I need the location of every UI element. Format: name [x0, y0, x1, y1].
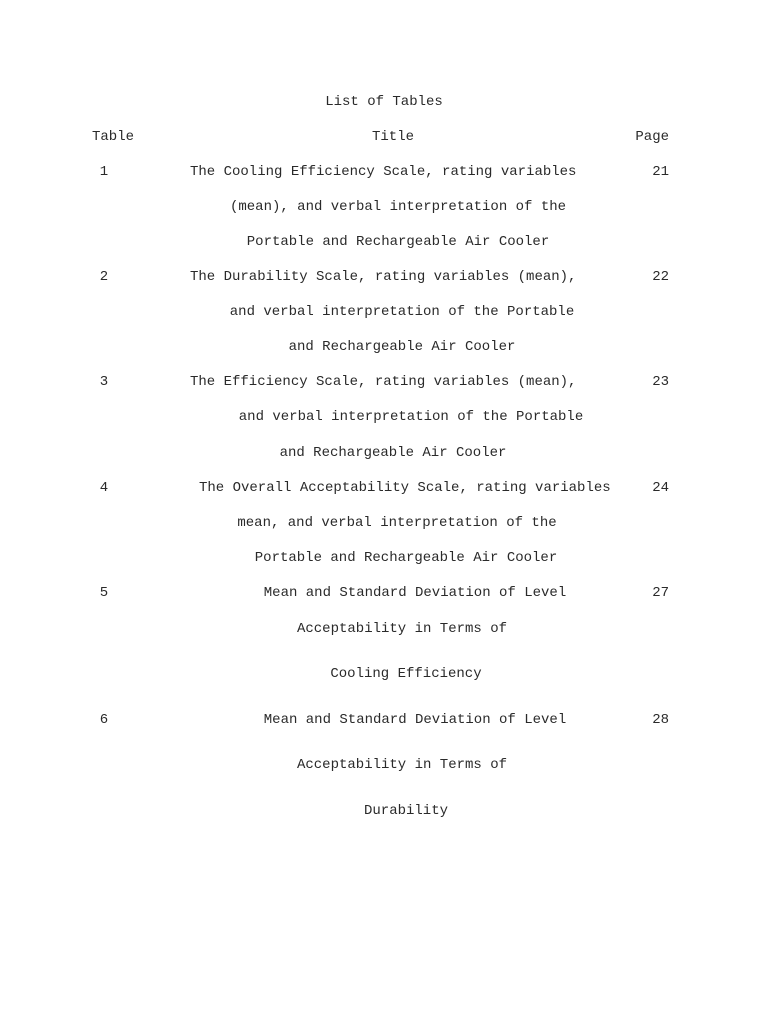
- entry-title-line: Cooling Efficiency: [330, 666, 482, 682]
- entry-title-line: The Efficiency Scale, rating variables (mean),: [190, 374, 577, 390]
- table-column-header: Table: [91, 129, 135, 145]
- entry-title-line: and Rechargeable Air Cooler: [288, 339, 516, 355]
- entry-title-line: and Rechargeable Air Cooler: [279, 445, 507, 461]
- page-column-header: Page: [635, 129, 669, 145]
- entry-title-line: Mean and Standard Deviation of Level: [263, 585, 567, 601]
- entry-page-number: 28: [652, 712, 669, 728]
- entry-number: 3: [99, 374, 109, 390]
- entry-title-line: and verbal interpretation of the Portable: [229, 304, 575, 320]
- entry-page-number: 22: [652, 269, 669, 285]
- entry-title-line: The Overall Acceptability Scale, rating variables: [199, 480, 611, 496]
- entry-title-line: (mean), and verbal interpretation of the: [229, 199, 567, 215]
- entry-page-number: 21: [652, 164, 669, 180]
- title-column-header: Title: [371, 129, 415, 145]
- entry-title-line: Acceptability in Terms of: [296, 757, 508, 773]
- page-title: List of Tables: [325, 94, 443, 110]
- entry-title-line: mean, and verbal interpretation of the: [237, 515, 557, 531]
- entry-title-line: Portable and Rechargeable Air Cooler: [254, 550, 558, 566]
- entry-number: 6: [99, 712, 109, 728]
- entry-title-line: and verbal interpretation of the Portable: [238, 409, 584, 425]
- entry-page-number: 27: [652, 585, 669, 601]
- entry-page-number: 23: [652, 374, 669, 390]
- entry-title-line: The Durability Scale, rating variables (mean),: [190, 269, 577, 285]
- entry-number: 2: [99, 269, 109, 285]
- entry-number: 4: [99, 480, 109, 496]
- entry-title-line: Portable and Rechargeable Air Cooler: [246, 234, 550, 250]
- entry-page-number: 24: [652, 480, 669, 496]
- entry-title-line: The Cooling Efficiency Scale, rating variables: [190, 164, 577, 180]
- entry-title-line: Mean and Standard Deviation of Level: [263, 712, 567, 728]
- entry-title-line: Durability: [363, 803, 449, 819]
- entry-number: 5: [99, 585, 109, 601]
- entry-number: 1: [99, 164, 109, 180]
- entry-title-line: Acceptability in Terms of: [296, 621, 508, 637]
